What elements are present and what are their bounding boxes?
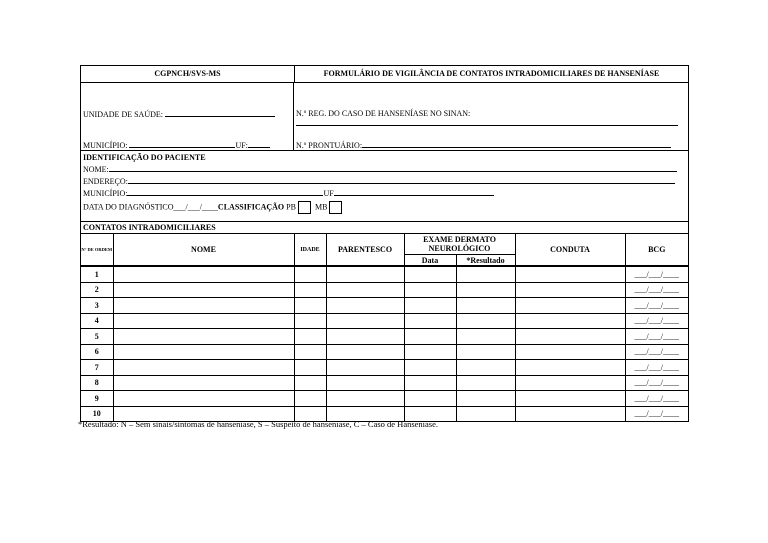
col-exame-resultado: *Resultado bbox=[456, 255, 515, 266]
row-parentesco-cell[interactable] bbox=[326, 344, 404, 360]
row-number: 1 bbox=[81, 267, 113, 283]
row-bcg-cell[interactable]: ___/___/____ bbox=[625, 329, 688, 345]
row-bcg-cell[interactable]: ___/___/____ bbox=[625, 360, 688, 376]
row-number: 10 bbox=[81, 406, 113, 421]
row-bcg-cell[interactable]: ___/___/____ bbox=[625, 298, 688, 314]
row-exam-date-cell[interactable] bbox=[404, 282, 456, 298]
info-section bbox=[81, 83, 688, 151]
row-exam-date-cell[interactable] bbox=[404, 360, 456, 376]
row-name-cell[interactable] bbox=[113, 391, 294, 407]
row-exam-date-cell[interactable] bbox=[404, 313, 456, 329]
diagnosis-row: DATA DO DIAGNÓSTICO___/___/____CLASSIFICAÇÃO PB MB bbox=[83, 201, 344, 214]
row-conduta-cell[interactable] bbox=[515, 282, 625, 298]
col-idade: IDADE bbox=[294, 234, 326, 266]
row-result-cell[interactable] bbox=[456, 375, 515, 391]
row-name-cell[interactable] bbox=[113, 298, 294, 314]
row-exam-date-cell[interactable] bbox=[404, 298, 456, 314]
row-number: 7 bbox=[81, 360, 113, 376]
table-row bbox=[81, 375, 688, 391]
row-result-cell[interactable] bbox=[456, 267, 515, 283]
row-exam-date-cell[interactable] bbox=[404, 391, 456, 407]
row-name-cell[interactable] bbox=[113, 313, 294, 329]
row-parentesco-cell[interactable] bbox=[326, 282, 404, 298]
unidade-saude-field[interactable]: UNIDADE DE SAÚDE: bbox=[83, 109, 275, 119]
contacts-rows bbox=[81, 266, 688, 421]
table-row bbox=[81, 329, 688, 345]
table-row bbox=[81, 360, 688, 376]
pb-checkbox[interactable] bbox=[298, 201, 311, 214]
row-conduta-cell[interactable] bbox=[515, 360, 625, 376]
row-parentesco-cell[interactable] bbox=[326, 329, 404, 345]
row-age-cell[interactable] bbox=[294, 329, 326, 345]
row-name-cell[interactable] bbox=[113, 329, 294, 345]
row-name-cell[interactable] bbox=[113, 375, 294, 391]
row-age-cell[interactable] bbox=[294, 375, 326, 391]
prontuario-field[interactable]: N.º PRONTUÁRIO: bbox=[296, 140, 671, 150]
col-bcg: BCG bbox=[625, 234, 688, 266]
row-result-cell[interactable] bbox=[456, 391, 515, 407]
municipio-field[interactable]: MUNICÍPIO: UF: bbox=[83, 140, 270, 150]
row-conduta-cell[interactable] bbox=[515, 344, 625, 360]
col-parentesco: PARENTESCO bbox=[326, 234, 404, 266]
table-row bbox=[81, 267, 688, 283]
row-result-cell[interactable] bbox=[456, 344, 515, 360]
row-age-cell[interactable] bbox=[294, 344, 326, 360]
patient-name-field[interactable]: NOME: bbox=[83, 164, 677, 174]
row-result-cell[interactable] bbox=[456, 313, 515, 329]
col-ordem: N° DE ORDEM bbox=[81, 234, 113, 266]
patient-address-field[interactable]: ENDEREÇO: bbox=[83, 176, 675, 186]
row-bcg-cell[interactable]: ___/___/____ bbox=[625, 282, 688, 298]
row-age-cell[interactable] bbox=[294, 313, 326, 329]
header-title: FORMULÁRIO DE VIGILÂNCIA DE CONTATOS INTRADOMICILIARES DE HANSENÍASE bbox=[323, 69, 660, 78]
row-exam-date-cell[interactable] bbox=[404, 375, 456, 391]
row-age-cell[interactable] bbox=[294, 391, 326, 407]
row-number: 9 bbox=[81, 391, 113, 407]
row-conduta-cell[interactable] bbox=[515, 313, 625, 329]
row-bcg-cell[interactable]: ___/___/____ bbox=[625, 391, 688, 407]
row-result-cell[interactable] bbox=[456, 298, 515, 314]
patient-identification bbox=[81, 151, 688, 222]
row-number: 4 bbox=[81, 313, 113, 329]
row-exam-date-cell[interactable] bbox=[404, 329, 456, 345]
row-name-cell[interactable] bbox=[113, 282, 294, 298]
row-conduta-cell[interactable] bbox=[515, 329, 625, 345]
mb-checkbox[interactable] bbox=[329, 201, 342, 214]
row-number: 6 bbox=[81, 344, 113, 360]
row-conduta-cell[interactable] bbox=[515, 375, 625, 391]
contacts-table bbox=[81, 234, 688, 266]
row-result-cell[interactable] bbox=[456, 360, 515, 376]
row-name-cell[interactable] bbox=[113, 344, 294, 360]
contacts-section-title: CONTATOS INTRADOMICILIARES bbox=[81, 222, 688, 234]
row-conduta-cell[interactable] bbox=[515, 267, 625, 283]
result-footnote: *Resultado: N – Sem sinais/sintomas de hanseníase, S – Suspeito de hanseníase, C – Caso de Hanseníase. bbox=[78, 419, 439, 429]
contact-surveillance-form bbox=[80, 65, 689, 422]
row-number: 5 bbox=[81, 329, 113, 345]
row-parentesco-cell[interactable] bbox=[326, 313, 404, 329]
col-exame: EXAME DERMATO NEUROLÓGICO bbox=[404, 234, 515, 255]
row-age-cell[interactable] bbox=[294, 267, 326, 283]
row-age-cell[interactable] bbox=[294, 360, 326, 376]
row-number: 3 bbox=[81, 298, 113, 314]
row-bcg-cell[interactable]: ___/___/____ bbox=[625, 267, 688, 283]
row-exam-date-cell[interactable] bbox=[404, 267, 456, 283]
row-parentesco-cell[interactable] bbox=[326, 391, 404, 407]
row-bcg-cell[interactable]: ___/___/____ bbox=[625, 344, 688, 360]
row-parentesco-cell[interactable] bbox=[326, 360, 404, 376]
table-row bbox=[81, 298, 688, 314]
row-bcg-cell[interactable]: ___/___/____ bbox=[625, 406, 688, 421]
row-age-cell[interactable] bbox=[294, 298, 326, 314]
col-exame-data: Data bbox=[404, 255, 456, 266]
table-row bbox=[81, 313, 688, 329]
col-conduta: CONDUTA bbox=[515, 234, 625, 266]
row-bcg-cell[interactable]: ___/___/____ bbox=[625, 375, 688, 391]
row-bcg-cell[interactable]: ___/___/____ bbox=[625, 313, 688, 329]
row-result-cell[interactable] bbox=[456, 406, 515, 421]
col-nome: NOME bbox=[113, 234, 294, 266]
patient-municipio-field[interactable]: MUNICÍPIO: UF bbox=[83, 188, 494, 198]
row-parentesco-cell[interactable] bbox=[326, 375, 404, 391]
diagnosis-date-field[interactable]: DATA DO DIAGNÓSTICO___/___/____ bbox=[83, 202, 218, 212]
row-name-cell[interactable] bbox=[113, 360, 294, 376]
row-result-cell[interactable] bbox=[456, 329, 515, 345]
row-name-cell[interactable] bbox=[113, 267, 294, 283]
sinan-reg-line bbox=[296, 125, 678, 126]
table-row bbox=[81, 344, 688, 360]
row-age-cell[interactable] bbox=[294, 282, 326, 298]
row-conduta-cell[interactable] bbox=[515, 298, 625, 314]
table-row bbox=[81, 282, 688, 298]
patient-section-title: IDENTIFICAÇÃO DO PACIENTE bbox=[83, 153, 206, 162]
form-header bbox=[81, 66, 688, 83]
row-conduta-cell[interactable] bbox=[515, 406, 625, 421]
table-row bbox=[81, 391, 688, 407]
row-result-cell[interactable] bbox=[456, 282, 515, 298]
sinan-reg-field[interactable]: N.º REG. DO CASO DE HANSENÍASE NO SINAN: bbox=[296, 109, 471, 118]
row-number: 2 bbox=[81, 282, 113, 298]
row-number: 8 bbox=[81, 375, 113, 391]
row-conduta-cell[interactable] bbox=[515, 391, 625, 407]
row-parentesco-cell[interactable] bbox=[326, 267, 404, 283]
row-exam-date-cell[interactable] bbox=[404, 344, 456, 360]
row-parentesco-cell[interactable] bbox=[326, 298, 404, 314]
header-agency: CGPNCH/SVS-MS bbox=[81, 66, 295, 82]
